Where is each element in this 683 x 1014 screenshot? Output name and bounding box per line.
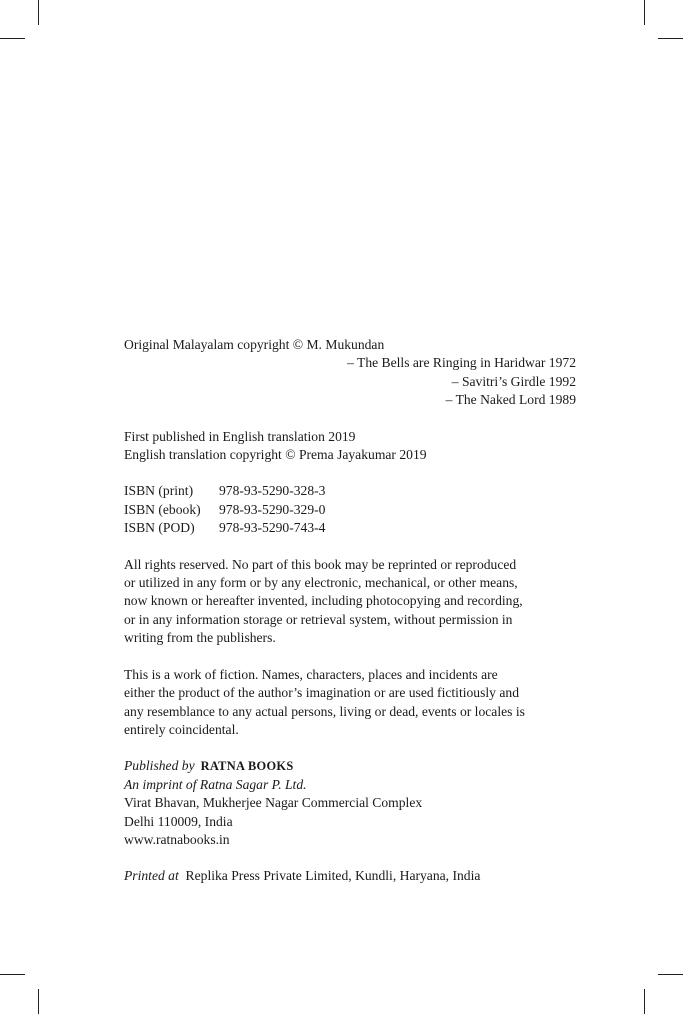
crop-mark-top-right-horizontal <box>658 38 683 39</box>
crop-mark-bottom-left-vertical <box>38 989 39 1014</box>
crop-mark-top-right-vertical <box>644 0 645 25</box>
first-published: First published in English translation 2019 <box>124 428 356 444</box>
isbn-pod-value: 978-93-5290-743-4 <box>219 520 326 536</box>
isbn-pod-label: ISBN (POD) <box>124 520 195 536</box>
isbn-print-row <box>124 482 576 500</box>
crop-mark-bottom-right-horizontal <box>658 974 683 975</box>
rights-line-1: All rights reserved. No part of this book may be reprinted or reproduced <box>124 556 517 572</box>
published-by-label: Published by <box>124 758 195 774</box>
isbn-print-label: ISBN (print) <box>124 483 194 499</box>
work-1: – The Bells are Ringing in Haridwar 1972 <box>347 355 576 371</box>
isbn-ebook-value: 978-93-5290-329-0 <box>219 501 326 517</box>
fiction-paragraph <box>124 666 576 740</box>
fiction-line-1: This is a work of fiction. Names, characters, places and incidents are <box>124 666 498 682</box>
published-by-line <box>124 757 576 775</box>
publisher-address-1: Virat Bhavan, Mukherjee Nagar Commercial Complex <box>124 795 423 811</box>
crop-mark-bottom-right-vertical <box>644 989 645 1014</box>
printed-at-line <box>124 867 576 885</box>
work-2: – Savitri’s Girdle 1992 <box>451 373 576 389</box>
fiction-line-3: any resemblance to any actual persons, living or dead, events or locales is <box>124 703 525 719</box>
crop-mark-top-left-horizontal <box>0 38 25 39</box>
copyright-page <box>124 336 576 886</box>
crop-mark-bottom-left-horizontal <box>0 974 25 975</box>
rights-line-4: or in any information storage or retrieval system, without permission in <box>124 611 513 627</box>
publisher-name: RATNA BOOKS <box>200 759 294 774</box>
original-copyright: Original Malayalam copyright © M. Mukundan <box>124 337 385 352</box>
publisher-website: www.ratnabooks.in <box>124 831 230 847</box>
isbn-print-value: 978-93-5290-328-3 <box>219 483 326 499</box>
isbn-pod-row <box>124 519 576 537</box>
printer-name: Replika Press Private Limited, Kundli, Haryana, India <box>185 868 481 884</box>
printed-at-label: Printed at <box>124 868 179 884</box>
rights-line-3: now known or hereafter invented, including photocopying and recording, <box>124 593 523 609</box>
rights-line-2: or utilized in any form or by any electronic, mechanical, or other means, <box>124 575 518 591</box>
isbn-ebook-label: ISBN (ebook) <box>124 501 201 517</box>
translation-copyright: English translation copyright © Prema Jayakumar 2019 <box>124 447 427 463</box>
publisher-address-2: Delhi 110009, India <box>124 813 233 829</box>
work-3: – The Naked Lord 1989 <box>445 392 576 408</box>
rights-paragraph <box>124 556 576 648</box>
rights-line-5: writing from the publishers. <box>124 630 276 646</box>
isbn-ebook-row <box>124 501 576 519</box>
fiction-line-2: either the product of the author’s imagination or are used fictitiously and <box>124 685 519 701</box>
crop-mark-top-left-vertical <box>38 0 39 25</box>
publisher-imprint: An imprint of Ratna Sagar P. Ltd. <box>124 776 307 792</box>
fiction-line-4: entirely coincidental. <box>124 721 239 737</box>
